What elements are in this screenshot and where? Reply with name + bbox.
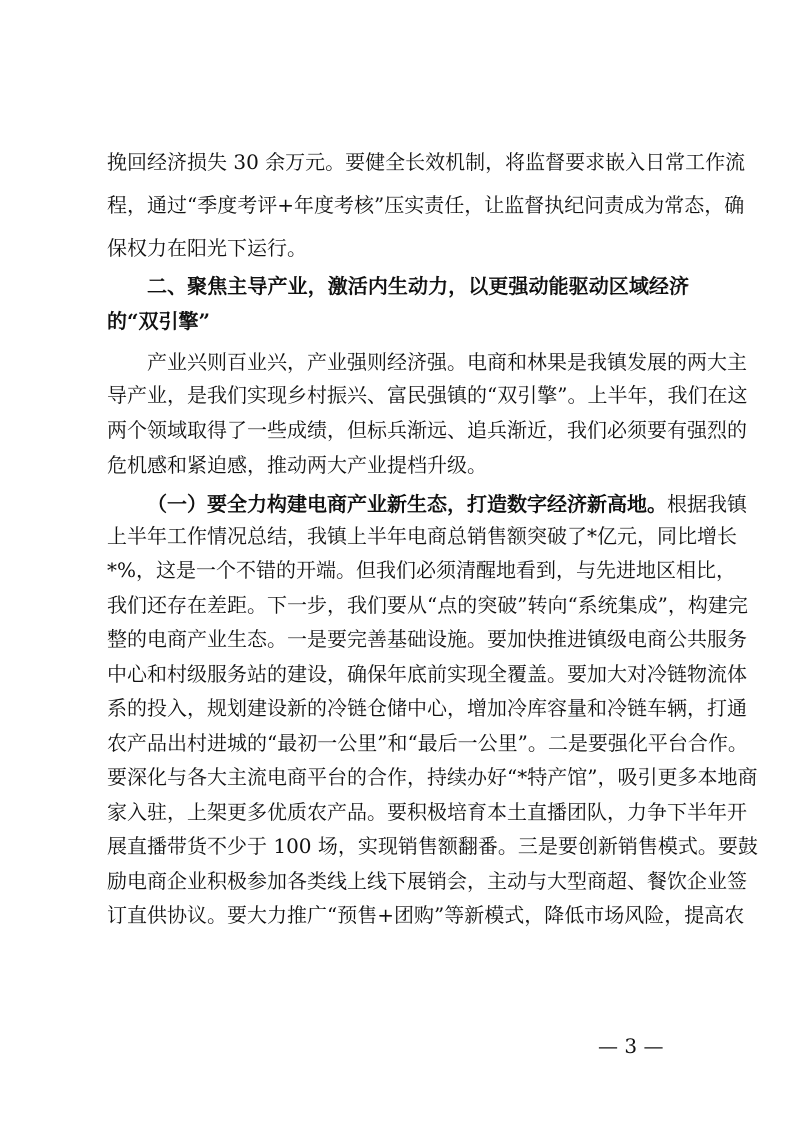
paragraph-line: 挽回经济损失 30 余万元。要健全长效机制，将监督要求嵌入日常工作流 (107, 150, 746, 174)
paragraph-line: 订直供协议。要大力推广“预售+团购”等新模式，降低市场风险，提高农 (107, 903, 745, 927)
paragraph-line: 我们还存在差距。下一步，我们要从“点的突破”转向“系统集成”，构建完 (107, 593, 748, 617)
page-number: — 3 — (598, 1034, 664, 1058)
paragraph-line (147, 489, 747, 519)
paragraph-line: 要深化与各大主流电商平台的合作，持续办好“*特产馆”，吸引更多本地商 (107, 765, 758, 789)
paragraph-text: 根据我镇 (667, 492, 747, 516)
paragraph-line: 中心和村级服务站的建设，确保年底前实现全覆盖。要加大对冷链物流体 (107, 662, 747, 686)
paragraph-line: 展直播带货不少于 100 场，实现销售额翻番。三是要创新销售模式。要鼓 (107, 834, 758, 858)
paragraph-line: 励电商企业积极参加各类线上线下展销会，主动与大型商超、餐饮企业签 (107, 869, 747, 893)
paragraph-line: 上半年工作情况总结，我镇上半年电商总销售额突破了*亿元，同比增长 (107, 524, 737, 548)
paragraph-line: 整的电商产业生态。一是要完善基础设施。要加快推进镇级电商公共服务 (107, 627, 747, 651)
subsection-heading: （一）要全力构建电商产业新生态，打造数字经济新高地。 (147, 492, 667, 516)
section-heading: 的“双引擎” (107, 309, 211, 333)
paragraph-line: 系的投入，规划建设新的冷链仓储中心，增加冷库容量和冷链车辆，打通 (107, 696, 747, 720)
paragraph-line: 产业兴则百业兴，产业强则经济强。电商和林果是我镇发展的两大主 (147, 350, 747, 374)
paragraph-line: *%，这是一个不错的开端。但我们必须清醒地看到，与先进地区相比， (107, 558, 737, 582)
paragraph-line: 保权力在阳光下运行。 (107, 236, 307, 260)
section-heading: 二、聚焦主导产业，激活内生动力，以更强动能驱动区域经济 (147, 274, 689, 298)
paragraph-line: 程，通过“季度考评+年度考核”压实责任，让监督执纪问责成为常态，确 (107, 193, 745, 217)
paragraph-line: 导产业，是我们实现乡村振兴、富民强镇的“双引擎”。上半年，我们在这 (107, 383, 748, 407)
paragraph-line: 两个领域取得了一些成绩，但标兵渐远、追兵渐近，我们必须要有强烈的 (107, 418, 747, 442)
paragraph-line: 农产品出村进城的“最初一公里”和“最后一公里”。二是要强化平台合作。 (107, 731, 748, 755)
paragraph-line: 危机感和紧迫感，推动两大产业提档升级。 (107, 453, 487, 477)
paragraph-line: 家入驻，上架更多优质农产品。要积极培育本土直播团队，力争下半年开 (107, 800, 747, 824)
